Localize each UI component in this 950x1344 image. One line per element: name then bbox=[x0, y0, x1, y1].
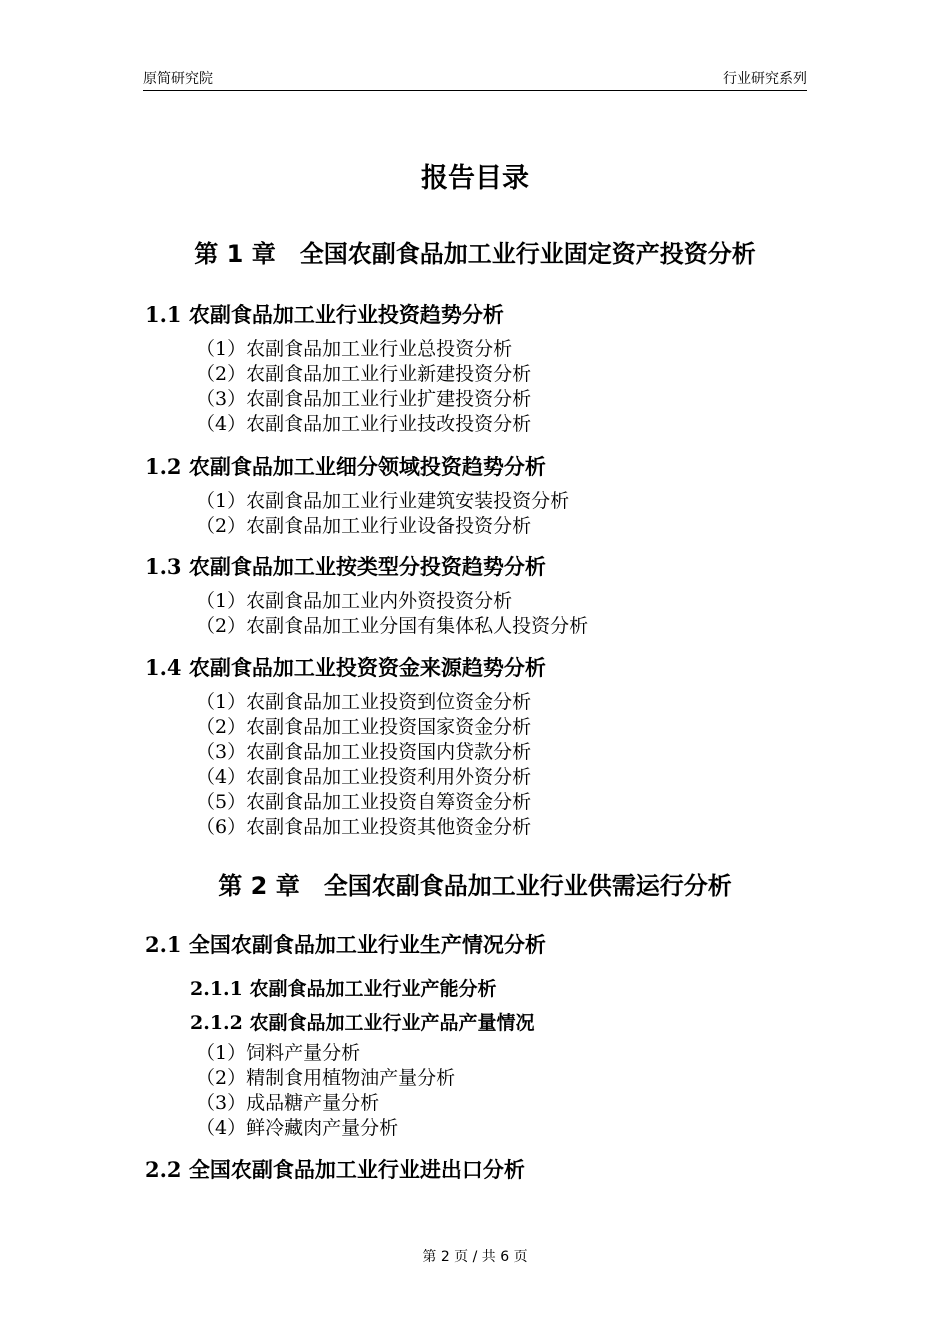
list-item: （3）成品糖产量分析 bbox=[196, 1092, 380, 1114]
list-item: （2）农副食品加工业投资国家资金分析 bbox=[196, 716, 532, 738]
list-item: （4）农副食品加工业投资利用外资分析 bbox=[196, 766, 532, 788]
section-1-2: 1.2 农副食品加工业细分领域投资趋势分析 bbox=[145, 454, 546, 479]
list-item: （4）农副食品加工业行业技改投资分析 bbox=[196, 413, 532, 435]
section-2-2: 2.2 全国农副食品加工业行业进出口分析 bbox=[145, 1157, 525, 1182]
list-item: （5）农副食品加工业投资自筹资金分析 bbox=[196, 791, 532, 813]
list-item: （1）农副食品加工业行业总投资分析 bbox=[196, 338, 513, 360]
header-right: 行业研究系列 bbox=[723, 71, 807, 87]
chapter-2-title: 第 2 章 全国农副食品加工业行业供需运行分析 bbox=[218, 872, 732, 900]
list-item: （1）农副食品加工业行业建筑安装投资分析 bbox=[196, 490, 570, 512]
section-1-3: 1.3 农副食品加工业按类型分投资趋势分析 bbox=[145, 554, 546, 579]
subsection-2-1-1: 2.1.1 农副食品加工业行业产能分析 bbox=[190, 978, 497, 1000]
list-item: （6）农副食品加工业投资其他资金分析 bbox=[196, 816, 532, 838]
page-footer: 第 2 页 / 共 6 页 bbox=[422, 1249, 528, 1265]
page-header bbox=[143, 64, 807, 91]
section-1-1: 1.1 农副食品加工业行业投资趋势分析 bbox=[145, 302, 504, 327]
header-left: 原简研究院 bbox=[143, 71, 213, 87]
list-item: （4）鲜冷藏肉产量分析 bbox=[196, 1117, 399, 1139]
subsection-2-1-2: 2.1.2 农副食品加工业行业产品产量情况 bbox=[190, 1012, 535, 1034]
list-item: （2）农副食品加工业行业设备投资分析 bbox=[196, 515, 532, 537]
section-2-1: 2.1 全国农副食品加工业行业生产情况分析 bbox=[145, 932, 546, 957]
list-item: （3）农副食品加工业行业扩建投资分析 bbox=[196, 388, 532, 410]
list-item: （2）农副食品加工业分国有集体私人投资分析 bbox=[196, 615, 589, 637]
list-item: （1）农副食品加工业内外资投资分析 bbox=[196, 590, 513, 612]
list-item: （1）农副食品加工业投资到位资金分析 bbox=[196, 691, 532, 713]
list-item: （2）农副食品加工业行业新建投资分析 bbox=[196, 363, 532, 385]
report-title: 报告目录 bbox=[421, 163, 529, 194]
list-item: （3）农副食品加工业投资国内贷款分析 bbox=[196, 741, 532, 763]
list-item: （1）饲料产量分析 bbox=[196, 1042, 361, 1064]
section-1-4: 1.4 农副食品加工业投资资金来源趋势分析 bbox=[145, 655, 546, 680]
list-item: （2）精制食用植物油产量分析 bbox=[196, 1067, 456, 1089]
chapter-1-title: 第 1 章 全国农副食品加工业行业固定资产投资分析 bbox=[194, 240, 756, 268]
